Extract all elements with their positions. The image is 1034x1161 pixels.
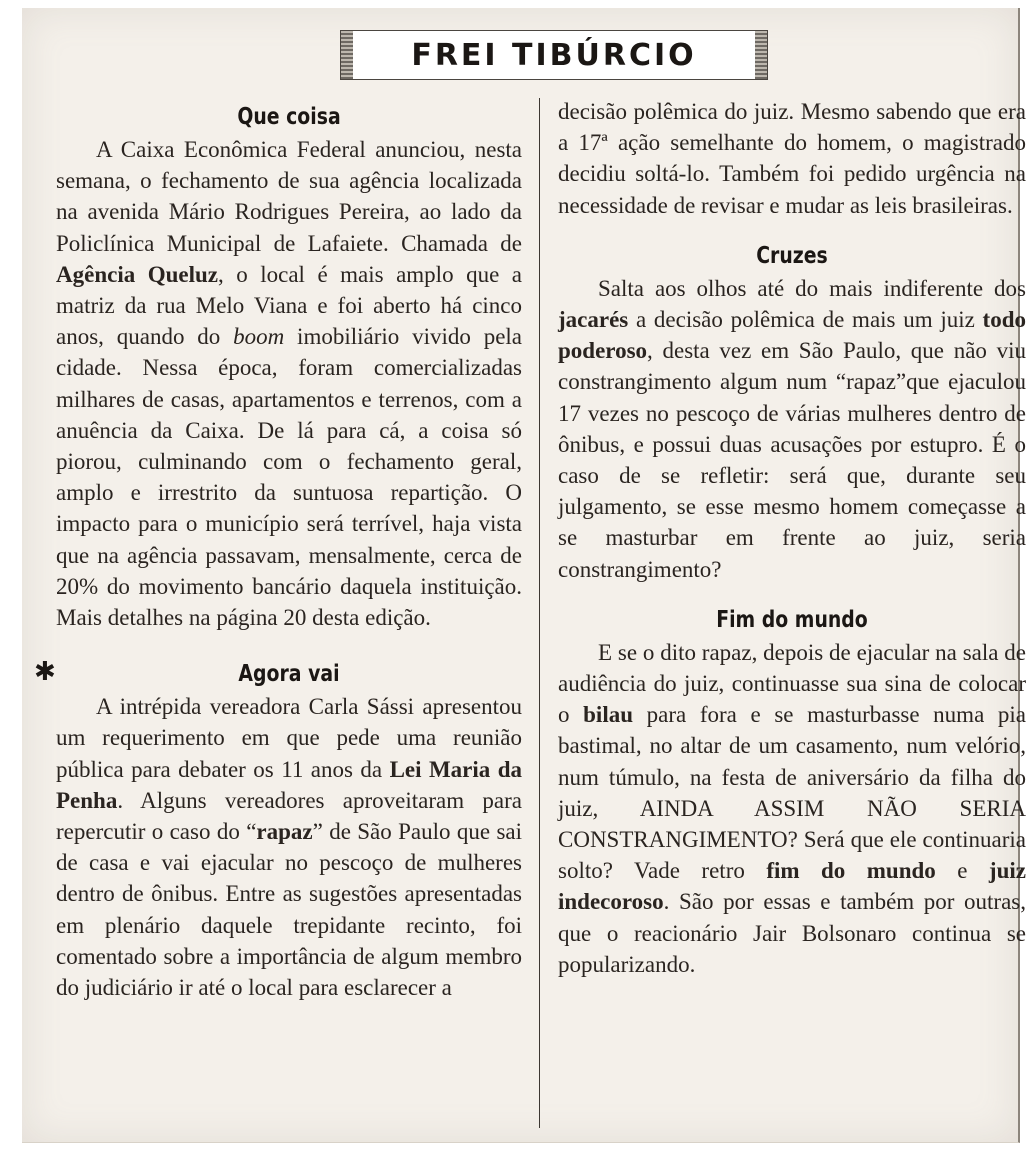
text-segment: Salta aos olhos até do mais indiferente dos	[598, 275, 1026, 301]
bold-lei-maria-da-penha: Lei Maria da Penha	[56, 756, 522, 813]
masthead-left-bar	[341, 31, 353, 79]
bold-juiz-indecoroso: juiz indecoroso	[558, 858, 1026, 915]
section-que-coisa	[56, 100, 522, 633]
text-segment: E se o dito rapaz, depois de ejacular na sala de audiência do juiz, continuasse sua sina de colocar o	[558, 639, 1026, 728]
column-divider	[539, 98, 540, 1128]
paragraph-fim-do-mundo	[558, 637, 1026, 980]
bold-fim-do-mundo: fim do mundo	[766, 858, 936, 884]
heading-fim-do-mundo: Fim do mundo	[716, 606, 868, 633]
text-segment: para fora e se masturbasse numa pia bastimal, no altar de um casamento, num velório, num túmulo, na festa de aniversário da filha do juiz, AINDA ASSIM NÃO SERIA CONSTRANGIMENTO? Será que ele continuaria solto? Vade retro	[558, 702, 1027, 884]
text-segment: A Caixa Econômica Federal anunciou, nesta semana, o fechamento de sua agência localizada na avenida Mário Rodrigues Pereira, ao lado da Policlínica Municipal de Lafaiete. Chamada de	[56, 137, 522, 256]
paragraph-que-coisa	[56, 134, 522, 633]
star-mark-icon: ✱	[34, 657, 56, 688]
column-title: FREI TIBÚRCIO	[411, 37, 697, 73]
paragraph-agora-vai	[56, 691, 522, 1003]
text-segment: ” de São Paulo que sai de casa e vai ejacular no pescoço de mulheres dentro de ônibus. Entre as sugestões apresentadas em plenário daquele trepidante recinto, foi comentado sobre a importância de algum membro do judiciário ir até o local para esclarecer a	[56, 819, 522, 1001]
bold-agencia-queluz: Agência Queluz	[56, 261, 218, 287]
heading-agora-vai: Agora vai	[238, 661, 340, 688]
heading-cruzes: Cruzes	[756, 242, 828, 269]
column-masthead	[340, 30, 768, 80]
text-segment: A intrépida vereadora Carla Sássi apresentou um requerimento em que pede uma reunião pública para debater os 11 anos da	[56, 694, 522, 782]
text-segment: . Alguns vereadores aproveitaram para repercutir o caso do “	[56, 787, 522, 845]
masthead-right-bar	[755, 31, 767, 79]
heading-que-coisa: Que coisa	[237, 104, 341, 130]
section-agora-vai	[34, 657, 522, 1003]
right-column	[558, 96, 1026, 980]
section-fim-do-mundo	[558, 603, 1026, 980]
bold-todo-poderoso: todo poderoso	[558, 307, 1026, 364]
text-segment: a decisão polêmica de mais um juiz	[628, 307, 983, 333]
italic-boom: boom	[233, 324, 285, 350]
text-segment: , o local é mais amplo que a matriz da rua Melo Viana e foi aberto há cinco anos, quando do	[56, 261, 522, 350]
text-segment: . São por essas e também por outras, que o reacionário Jair Bolsonaro continua se popularizando.	[558, 889, 1026, 977]
bold-rapaz: rapaz	[256, 819, 313, 845]
text-segment: , desta vez em São Paulo, que não viu constrangimento algum num “rapaz”que ejaculou 17 vezes no pescoço de várias mulheres dentro de ônibus, e possui duas acusações por estupro. É o caso de se refletir: será que, durante seu julgamento, se esse mesmo homem começasse a se masturbar em frente ao juiz, seria constrangimento?	[558, 338, 1026, 582]
section-cruzes	[558, 239, 1026, 585]
text-segment: imobiliário vivido pela cidade. Nessa época, foram comercializadas milhares de casas, apartamentos e terrenos, com a anuência da Caixa. De lá para cá, a coisa só piorou, culminando com o fechamento geral, amplo e irrestrito da suntuosa repartição. O impacto para o município será terrível, haja vista que na agência passavam, mensalmente, cerca de 20% do movimento bancário daquela instituição. Mais detalhes na página 20 desta edição.	[56, 324, 523, 631]
left-column	[34, 100, 523, 1003]
bold-jacares: jacarés	[558, 307, 629, 333]
paragraph-agora-vai-continued: decisão polêmica do juiz. Mesmo sabendo que era a 17ª ação semelhante do homem, o magistrado decidiu soltá-lo. Também foi pedido urgência na necessidade de revisar e mudar as leis brasileiras.	[558, 99, 1026, 218]
paragraph-cruzes	[558, 273, 1026, 585]
newspaper-clipping	[22, 8, 1027, 1143]
bold-bilau: bilau	[583, 702, 634, 728]
text-segment: e	[935, 858, 989, 884]
